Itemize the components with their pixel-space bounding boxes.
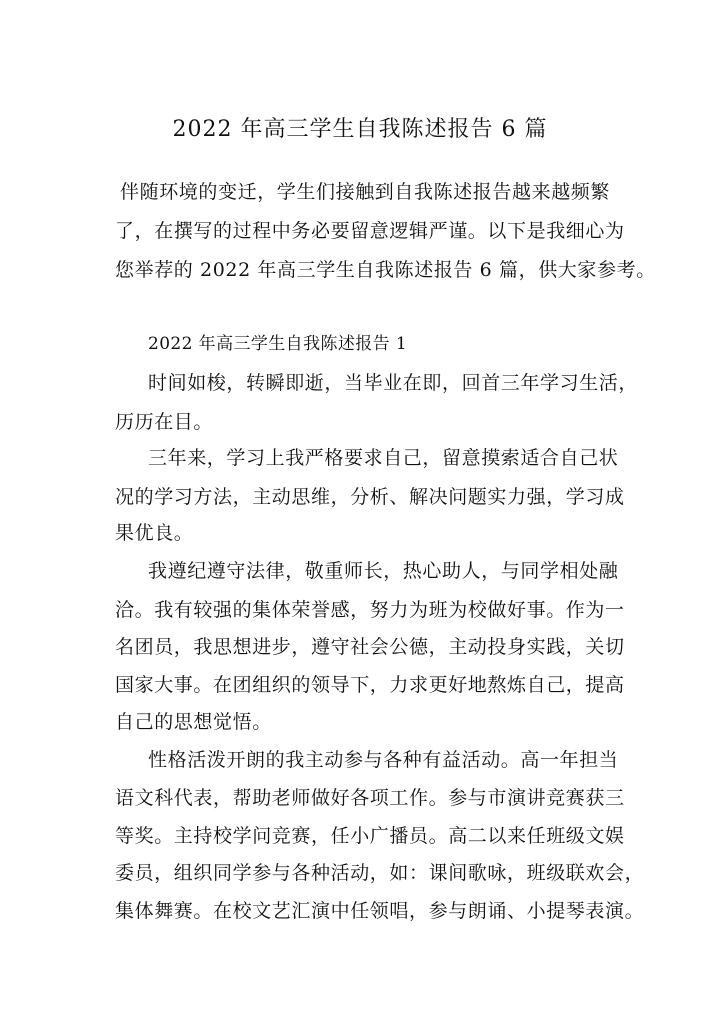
section-heading: 2022 年高三学生自我陈述报告 1 bbox=[148, 334, 408, 354]
paragraph-line: 况的学习方法，主动思维，分析、解决问题实力强，学习成 bbox=[115, 486, 625, 508]
paragraph-line: 自己的思想觉悟。 bbox=[115, 711, 272, 733]
paragraph-line: 性格活泼开朗的我主动参与各种有益活动。高一年担当 bbox=[148, 749, 619, 771]
paragraph-line: 时间如梭，转瞬即逝，当毕业在即，回首三年学习生活， bbox=[148, 372, 639, 394]
paragraph-line: 语文科代表，帮助老师做好各项工作。参与市演讲竞赛获三 bbox=[115, 787, 625, 809]
document-title: 2022 年高三学生自我陈述报告 6 篇 bbox=[172, 117, 548, 142]
paragraph-line: 等奖。主持校学问竞赛，任小广播员。高二以来任班级文娱 bbox=[115, 825, 625, 847]
paragraph-line: 洽。我有较强的集体荣誉感，努力为班为校做好事。作为一 bbox=[115, 599, 625, 621]
paragraph-line: 历历在目。 bbox=[115, 411, 214, 433]
intro-line: 您举荐的 2022 年高三学生自我陈述报告 6 篇，供大家参考。 bbox=[115, 259, 656, 281]
paragraph-line: 我遵纪遵守法律，敬重师长，热心助人，与同学相处融 bbox=[148, 560, 619, 582]
paragraph-line: 名团员，我思想进步，遵守社会公德，主动投身实践，关切 bbox=[115, 636, 625, 658]
paragraph-line: 委员，组织同学参与各种活动，如：课间歌咏，班级联欢会， bbox=[115, 862, 645, 884]
intro-line: 了，在撰写的过程中务必要留意逻辑严谨。以下是我细心为 bbox=[115, 220, 625, 242]
paragraph-line: 果优良。 bbox=[115, 522, 194, 544]
paragraph-line: 三年来，学习上我严格要求自己，留意摸索适合自己状 bbox=[148, 447, 619, 469]
paragraph-line: 集体舞赛。在校文艺汇演中任领唱，参与朗诵、小提琴表演。 bbox=[115, 900, 645, 922]
intro-line: 伴随环境的变迁，学生们接触到自我陈述报告越来越频繁 bbox=[120, 181, 611, 203]
paragraph-line: 国家大事。在团组织的领导下，力求更好地熬炼自己，提高 bbox=[115, 674, 625, 696]
